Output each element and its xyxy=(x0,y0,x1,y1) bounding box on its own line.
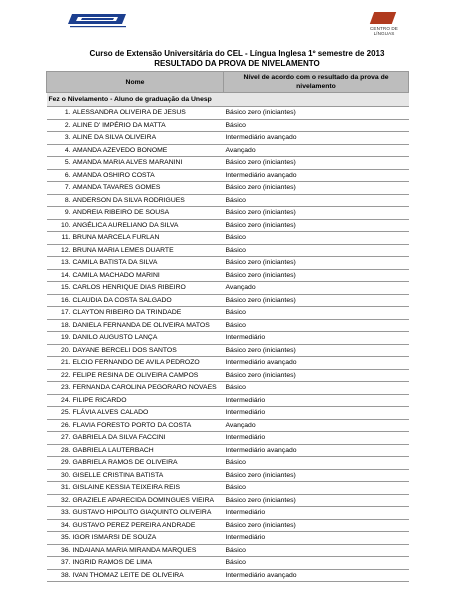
row-number: 13. xyxy=(61,259,71,267)
level-cell: Básico xyxy=(224,482,409,495)
table-row xyxy=(47,557,409,570)
student-name-cell xyxy=(47,182,224,195)
student-name-cell xyxy=(47,219,224,232)
level-cell: Básico zero (iniciantes) xyxy=(224,344,409,357)
student-name-cell xyxy=(47,132,224,145)
student-name-cell xyxy=(47,394,224,407)
student-name-cell xyxy=(47,457,224,470)
table-header-row xyxy=(47,72,409,93)
student-name: ANDERSON DA SILVA RODRIGUES xyxy=(72,196,185,204)
row-number: 2. xyxy=(64,121,71,129)
row-number: 17. xyxy=(61,309,71,317)
row-number: 16. xyxy=(61,296,71,304)
row-number: 3. xyxy=(64,134,71,142)
results-table xyxy=(46,71,409,582)
student-name: FERNANDA CAROLINA PEGORARO NOVAES xyxy=(72,384,217,392)
row-number: 5. xyxy=(64,159,71,167)
student-name: CLAUDIA DA COSTA SALGADO xyxy=(72,296,172,304)
logo-mark xyxy=(370,12,396,24)
student-name: FLAVIA FORESTO PORTO DA COSTA xyxy=(72,421,192,429)
student-name: CAMILA BATISTA DA SILVA xyxy=(72,259,158,267)
row-number: 30. xyxy=(61,471,71,479)
level-cell: Intermediário avançado xyxy=(224,444,409,457)
student-name-cell xyxy=(47,157,224,170)
level-cell: Básico xyxy=(224,232,409,245)
student-name: ANDREIA RIBEIRO DE SOUSA xyxy=(72,209,170,217)
level-cell: Intermediário xyxy=(224,532,409,545)
student-name: FELIPE RESINA DE OLIVEIRA CAMPOS xyxy=(72,371,199,379)
student-name: AMANDA MARIA ALVES MARANINI xyxy=(72,159,183,167)
table-row xyxy=(47,207,409,220)
student-name-cell xyxy=(47,282,224,295)
student-name: GRAZIELE APARECIDA DOMINGUES VIEIRA xyxy=(72,496,215,504)
row-number: 36. xyxy=(61,546,71,554)
table-row xyxy=(47,307,409,320)
table-row xyxy=(47,482,409,495)
student-name-cell xyxy=(47,307,224,320)
student-name-cell xyxy=(47,332,224,345)
table-row xyxy=(47,244,409,257)
student-name: GUSTAVO HIPOLITO GIAQUINTO OLIVEIRA xyxy=(72,509,212,517)
row-number: 31. xyxy=(61,484,71,492)
table-row xyxy=(47,507,409,520)
level-cell: Básico zero (iniciantes) xyxy=(224,294,409,307)
row-number: 33. xyxy=(61,509,71,517)
student-name: ELCIO FERNANDO DE AVILA PEDROZO xyxy=(72,359,200,367)
student-name-cell xyxy=(47,532,224,545)
level-cell: Básico zero (iniciantes) xyxy=(224,519,409,532)
table-row xyxy=(47,357,409,370)
student-name: INDAIANA MARIA MIRANDA MARQUES xyxy=(72,546,197,554)
row-number: 8. xyxy=(64,196,71,204)
table-row xyxy=(47,382,409,395)
student-name-cell xyxy=(47,269,224,282)
level-cell: Intermediário xyxy=(224,507,409,520)
table-row xyxy=(47,169,409,182)
student-name: ALINE D' IMPÉRIO DA MATTA xyxy=(72,121,166,129)
level-cell: Básico zero (iniciantes) xyxy=(224,157,409,170)
level-cell: Intermediário avançado xyxy=(224,132,409,145)
student-name: INGRID RAMOS DE LIMA xyxy=(72,559,153,567)
table-row xyxy=(47,369,409,382)
table-row xyxy=(47,119,409,132)
row-number: 9. xyxy=(64,209,71,217)
student-name-cell xyxy=(47,407,224,420)
student-name: IVAN THOMAZ LEITE DE OLIVEIRA xyxy=(72,571,184,579)
student-name: GABRIELA RAMOS DE OLIVEIRA xyxy=(72,459,178,467)
student-name-cell xyxy=(47,194,224,207)
table-row xyxy=(47,519,409,532)
student-name-cell xyxy=(47,419,224,432)
column-header-level: Nível de acordo com o resultado da prova de nivelamento xyxy=(224,72,409,93)
row-number: 1. xyxy=(64,109,71,117)
student-name: DANILO AUGUSTO LANÇA xyxy=(72,334,158,342)
student-name-cell xyxy=(47,144,224,157)
row-number: 23. xyxy=(61,384,71,392)
row-number: 34. xyxy=(61,521,71,529)
row-number: 6. xyxy=(64,171,71,179)
table-row xyxy=(47,319,409,332)
level-cell: Avançado xyxy=(224,282,409,295)
student-name-cell xyxy=(47,369,224,382)
table-row xyxy=(47,344,409,357)
centro-de-linguas-logo xyxy=(364,12,404,38)
level-cell: Básico zero (iniciantes) xyxy=(224,494,409,507)
level-cell: Básico xyxy=(224,244,409,257)
row-number: 20. xyxy=(61,346,71,354)
student-name: GUSTAVO PEREZ PEREIRA ANDRADE xyxy=(72,521,196,529)
row-number: 27. xyxy=(61,434,71,442)
row-number: 4. xyxy=(64,146,71,154)
level-cell: Básico xyxy=(224,544,409,557)
table-row xyxy=(47,457,409,470)
student-name: AMANDA OSHIRO COSTA xyxy=(72,171,155,179)
table-row xyxy=(47,107,409,120)
table-row xyxy=(47,282,409,295)
row-number: 32. xyxy=(61,496,71,504)
level-cell: Intermediário xyxy=(224,394,409,407)
student-name-cell xyxy=(47,244,224,257)
level-cell: Intermediário xyxy=(224,332,409,345)
student-name: FILIPE RICARDO xyxy=(72,396,127,404)
student-name-cell xyxy=(47,119,224,132)
student-name-cell xyxy=(47,107,224,120)
row-number: 21. xyxy=(61,359,71,367)
level-cell: Intermediário avançado xyxy=(224,169,409,182)
row-number: 18. xyxy=(61,321,71,329)
student-name-cell xyxy=(47,294,224,307)
student-name-cell xyxy=(47,482,224,495)
logo-caption: CENTRO DE LÍNGUAS xyxy=(370,26,398,36)
row-number: 12. xyxy=(61,246,71,254)
section-row xyxy=(47,93,409,107)
table-row xyxy=(47,257,409,270)
row-number: 35. xyxy=(61,534,71,542)
student-name-cell xyxy=(47,494,224,507)
student-name: CAMILA MACHADO MARINI xyxy=(72,271,160,279)
document-subtitle: RESULTADO DA PROVA DE NIVELAMENTO xyxy=(154,59,320,68)
table-row xyxy=(47,469,409,482)
level-cell: Básico zero (iniciantes) xyxy=(224,469,409,482)
row-number: 38. xyxy=(61,571,71,579)
table-row xyxy=(47,544,409,557)
student-name-cell xyxy=(47,382,224,395)
student-name: GISLAINE KESSIA TEIXEIRA REIS xyxy=(72,484,181,492)
level-cell: Básico xyxy=(224,382,409,395)
student-name-cell xyxy=(47,344,224,357)
table-row xyxy=(47,532,409,545)
row-number: 19. xyxy=(61,334,71,342)
level-cell: Básico xyxy=(224,319,409,332)
student-name-cell xyxy=(47,232,224,245)
table-row xyxy=(47,444,409,457)
row-number: 22. xyxy=(61,371,71,379)
row-number: 24. xyxy=(61,396,71,404)
level-cell: Intermediário avançado xyxy=(224,569,409,582)
table-row xyxy=(47,332,409,345)
student-name: CARLOS HENRIQUE DIAS RIBEIRO xyxy=(72,284,186,292)
row-number: 28. xyxy=(61,446,71,454)
student-name-cell xyxy=(47,357,224,370)
level-cell: Básico zero (iniciantes) xyxy=(224,182,409,195)
student-name-cell xyxy=(47,469,224,482)
student-name-cell xyxy=(47,257,224,270)
section-label: Fez o Nivelamento - Aluno de graduação da Unesp xyxy=(47,93,409,107)
table-row xyxy=(47,394,409,407)
table-row xyxy=(47,294,409,307)
student-name: IGOR ISMARSI DE SOUZA xyxy=(72,534,157,542)
level-cell: Básico xyxy=(224,194,409,207)
student-name: BRUNA MARIA LEMES DUARTE xyxy=(72,246,174,254)
level-cell: Básico zero (iniciantes) xyxy=(224,257,409,270)
table-row xyxy=(47,144,409,157)
table-row xyxy=(47,132,409,145)
student-name: AMANDA AZEVEDO BONOME xyxy=(72,146,168,154)
student-name: CLAYTON RIBEIRO DA TRINDADE xyxy=(72,309,182,317)
level-cell: Intermediário xyxy=(224,432,409,445)
table-row xyxy=(47,494,409,507)
document-title: Curso de Extensão Universitária do CEL - Língua Inglesa 1º semestre de 2013 xyxy=(89,49,385,58)
student-name: FLÁVIA ALVES CALADO xyxy=(72,409,149,417)
row-number: 26. xyxy=(61,421,71,429)
table-row xyxy=(47,269,409,282)
table-row xyxy=(47,432,409,445)
student-name-cell xyxy=(47,207,224,220)
table-row xyxy=(47,569,409,582)
student-name: ANGÉLICA AURELIANO DA SILVA xyxy=(72,221,179,229)
row-number: 10. xyxy=(61,221,71,229)
level-cell: Básico zero (iniciantes) xyxy=(224,269,409,282)
level-cell: Básico xyxy=(224,307,409,320)
level-cell: Avançado xyxy=(224,144,409,157)
student-name-cell xyxy=(47,569,224,582)
level-cell: Básico xyxy=(224,457,409,470)
student-name-cell xyxy=(47,507,224,520)
table-row xyxy=(47,194,409,207)
student-name: ALESSANDRA OLIVEIRA DE JESUS xyxy=(72,109,186,117)
student-name-cell xyxy=(47,169,224,182)
student-name: GABRIELA DA SILVA FACCINI xyxy=(72,434,166,442)
row-number: 29. xyxy=(61,459,71,467)
level-cell: Avançado xyxy=(224,419,409,432)
row-number: 15. xyxy=(61,284,71,292)
student-name-cell xyxy=(47,432,224,445)
student-name-cell xyxy=(47,319,224,332)
student-name: DANIELA FERNANDA DE OLIVEIRA MATOS xyxy=(72,321,210,329)
student-name: BRUNA MARCELA FURLAN xyxy=(72,234,160,242)
level-cell: Básico zero (iniciantes) xyxy=(224,207,409,220)
table-row xyxy=(47,219,409,232)
student-name: GABRIELA LAUTERBACH xyxy=(72,446,154,454)
student-name-cell xyxy=(47,444,224,457)
row-number: 25. xyxy=(61,409,71,417)
row-number: 7. xyxy=(64,184,71,192)
table-row xyxy=(47,157,409,170)
row-number: 11. xyxy=(61,234,71,242)
level-cell: Básico xyxy=(224,119,409,132)
student-name-cell xyxy=(47,557,224,570)
row-number: 37. xyxy=(61,559,71,567)
student-name: AMANDA TAVARES GOMES xyxy=(72,184,161,192)
level-cell: Básico zero (iniciantes) xyxy=(224,369,409,382)
table-row xyxy=(47,232,409,245)
column-header-name: Nome xyxy=(47,72,224,93)
table-row xyxy=(47,419,409,432)
student-name-cell xyxy=(47,519,224,532)
student-name-cell xyxy=(47,544,224,557)
row-number: 14. xyxy=(61,271,71,279)
level-cell: Básico xyxy=(224,557,409,570)
level-cell: Intermediário avançado xyxy=(224,357,409,370)
student-name: GISELLE CRISTINA BATISTA xyxy=(72,471,164,479)
level-cell: Intermediário xyxy=(224,407,409,420)
student-name: ALINE DA SILVA OLIVEIRA xyxy=(72,134,157,142)
university-logo xyxy=(68,10,130,32)
student-name: DAYANE BERCELI DOS SANTOS xyxy=(72,346,177,354)
table-row xyxy=(47,182,409,195)
level-cell: Básico zero (iniciantes) xyxy=(224,107,409,120)
level-cell: Básico zero (iniciantes) xyxy=(224,219,409,232)
table-row xyxy=(47,407,409,420)
